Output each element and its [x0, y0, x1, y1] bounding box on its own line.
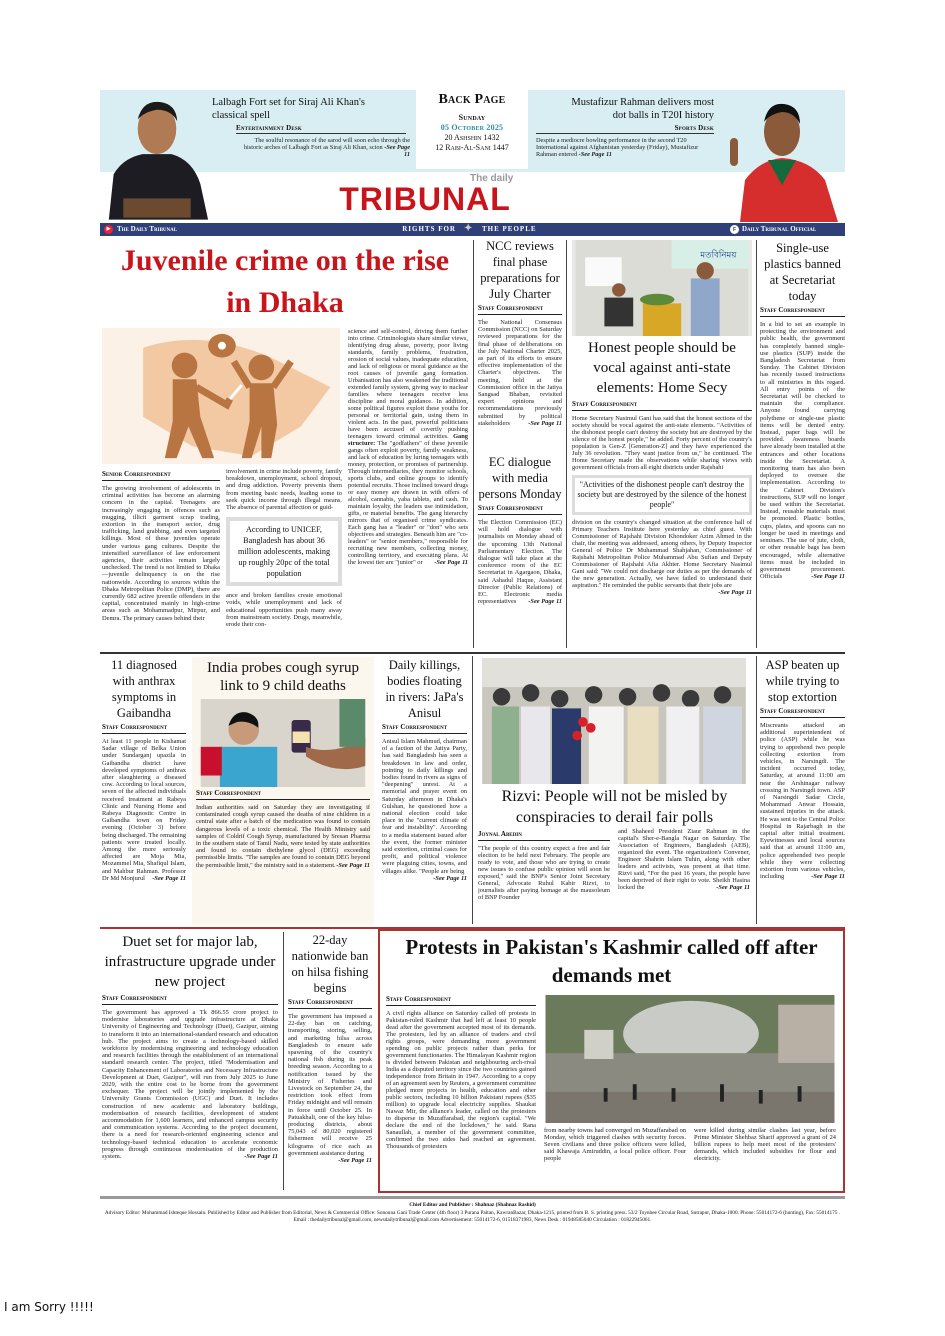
cough-syrup-body: Indian authorities said on Saturday they are investigating if contaminated cough syrup caused the deaths of nine children in a central state after a batch of the medication was found to contain dangerous levels of a toxic chemical. The Health Ministry said samples of Coldrif Cough Syrup, manufactured by Sresan Pharma in the southern state of Tamil Nadu, were tested by state authorities and found to contain diethylene glycol (DEG) exceeding permissible limits. "The samples are found to contain DEG beyond the permissible limit," the ministry said in a statement. — [196, 804, 370, 869]
rizvi-body2: and Shaheed President Ziaur Rahman in the capital's Sher-e-Bangla Nagar on Saturday. The Association of Engineers, Bangladesh (AEB), organized the event. The organization's Convener, Engineer Shahrin Islam Tuhin, along with other leaders and activists, was present at that time. Rizvi said, "For the past 16 years, the people have been deprived of their right to vote. Sheikh Hasina locked the — [618, 828, 750, 891]
rizvi-headline[interactable]: Rizvi: People will not be misled by conspiracies to derail fair polls — [501, 788, 728, 826]
mustafizur-photo — [720, 90, 842, 222]
asp-story — [760, 657, 845, 925]
facebook-icon[interactable]: f — [730, 225, 739, 234]
teaser-left[interactable] — [212, 96, 410, 170]
see-page-link[interactable]: -See Page 11 — [434, 559, 468, 566]
japa-story — [382, 657, 467, 925]
home-secy-photo — [572, 240, 752, 336]
teaser-left-desk: Entertainment Desk — [236, 124, 406, 134]
section-rule — [100, 652, 845, 654]
see-page-link[interactable]: -See Page 11 — [578, 151, 612, 158]
rizvi-col1 — [478, 828, 610, 925]
hilsa-story — [288, 932, 372, 1194]
pull-quote-text: "Activities of the dishonest people can't destroy the society but are destroyed by the silence of the honest people" — [577, 480, 747, 509]
lead-col2-cell — [226, 468, 342, 650]
ec-story — [478, 454, 562, 650]
home-secy-byline: Staff Correspondent — [572, 400, 752, 411]
see-page-link[interactable]: -See Page 11 — [244, 1153, 278, 1161]
rizvi-col2 — [618, 828, 750, 925]
divider — [283, 932, 284, 1190]
duet-story — [102, 932, 278, 1194]
japa-headline[interactable]: Daily killings, bodies floating in rivers: JaPa's Anisul — [385, 658, 464, 720]
ec-headline[interactable]: EC dialogue with media persons Monday — [478, 455, 562, 501]
kashmir-byline: Staff Correspondent — [386, 995, 536, 1006]
see-page-link[interactable]: -See Page 11 — [718, 589, 752, 596]
asp-headline[interactable]: ASP beaten up while trying to stop extortion — [765, 658, 840, 704]
see-page-link[interactable]: -See Page 11 — [811, 573, 845, 581]
pull-quote-text: According to UNICEF, Bangladesh has about 36 million adolescents, making up roughly 20pc of the total population — [237, 525, 331, 579]
duet-body: The government has approved a Tk 866.55 crore project to modernise laboratories and upgrade infrastructure at Dhaka University of Engineering and Technology (Duet), Gazipur, aiming to transform it into an international-standard research and education hub. The project aims to create a technology-based skilled workforce by modernising engineering and technology education and research facilities through the establishment of an international standard research center. The project, titled "Modernisation and Capacity Enhancement of Laboratories and Necessary Infrastructure Development at Duet, Gazipur", will run from July 2025 to June 2029, with the entire cost to be borne from the government exchequer. The project will be jointly implemented by the University Grants Commission (UGC) and Duet. It includes construction of new academic and laboratory buildings, modernisation of research facilities, development of student accommodation for 1,600 learners, and enhanced campus security and communication systems. According to the project document, there is a need for research-oriented engineering science and technology-based technical education to accelerate economic progress through continuous modernisation of the production system. — [102, 1009, 278, 1161]
ec-body: The Election Commission (EC) will hold dialogue with journalists on Monday ahead of the upcoming 13th National Parliamentary Election. The dialogue will take place at the conference room of the EC Secretariat in Agargaon, Dhaka, said Ashadul Haque, Assistant Director (Public Relations) of EC. Electronic media representatives — [478, 519, 562, 606]
kashmir-story — [378, 929, 845, 1193]
ncc-headline[interactable]: NCC reviews final phase preparations for July Charter — [480, 239, 560, 301]
divider — [756, 240, 757, 648]
see-page-link[interactable]: -See Page 11 — [433, 874, 467, 882]
home-secy-headline[interactable]: Honest people should be vocal against anti-state elements: Home Secy — [588, 340, 736, 396]
imprint — [100, 1202, 845, 1225]
japa-byline: Staff Correspondent — [382, 723, 467, 734]
rizvi-byline: Joynal Abedin — [478, 830, 610, 841]
logo-the-daily: The daily — [470, 173, 514, 184]
kashmir-body1: A civil rights alliance on Saturday called off protests in Pakistan-ruled Kashmir that had left at least 10 people dead after the government accepted most of its demands. The protesters, led by an alliance of traders and civil rights groups, were demanding more government spending on public projects rather than perks for government functionaries. The Himalayan Kashmir region is divided between Pakistan and neighbouring arch-rival India as a disputed territory since the two countries gained independence from Britain in 1947. According to a copy of an agreement seen by Reuters, a government committee pledged more projects in health, education and other public sectors, including 10 billion Pakistani rupees ($35 million) to upgrade local electricity supplies. Shaukat Nawaz Mir, the alliance's leader, called on the protesters to disperse in Muzaffarabad, the region's capital. "We declare the end of the lockdown," he said. Rana Sanaullah, a member of the government committee, confirmed the two sides had reached an agreement. Thousands of protesters — [386, 1010, 536, 1150]
home-secy-body2: division on the country's changed situation at the conference hall of Primary Teachers Institute here yesterday as chief guest. With Commissioner of Rajshahi Division Khondoker Azim Ahmed in the chair, the meeting was addressed, among others, by Deputy Inspector General of Police Dr Muhammad Shahjahan, Commissioner of Rajshahi Metropolitan Police Muhammad Abu Sufian and Deputy Commissioner of Rajshahi Afia Akhter. Home Secretary Nasimul Gani said: "We could not discharge our duties as per the demands of the new generation. Actually, we have failed to understand their aspiration." He reminded the public servants that their jobs are — [572, 519, 752, 589]
lead-col1: The growing involvement of adolescents in criminal activities has become an alarming concern in the capital. Teenagers are increasingly engaging in offences such as mugging, illicit garment scrap trading, extortion in the transport sector, drug trafficking, land grabbing, and even targeted killings. Most of these juveniles operate under various gang cultures. Despite the intensified surveillance of law enforcement agencies, their activities remain largely unchecked. The trend is not limited to Dhaka—juvenile delinquency is on the rise nationwide. According to sources within the Dhaka Metropolitan Police (DMP), there are currently 682 active juvenile offenders in the capital, concentrated mainly in high-crime areas such as Mohammadpur, Mirpur, and Demra. The primary causes behind their — [102, 485, 220, 622]
see-page-link[interactable]: -See Page 11 — [528, 419, 562, 427]
japa-body: Anisul Islam Mahmud, chairman of a faction of the Jatiya Party, has said Bangladesh has seen a breakdown in law and order, pointing to daily killings and bodies found in rivers as signs of "deepening" unrest. At a memorial and prayer event on Saturday afternoon in Dhaka's Gulshan, he questioned how a national election could take place in the "current climate of fear and instability". According to a media statement issued after the event, the former minister said extortion, criminal cases for profit, and political violence were plaguing cities, towns, and villages alike. "People are being — [382, 738, 467, 875]
date-box — [416, 87, 528, 169]
section-name: Back Page — [438, 92, 506, 107]
teaser-left-title[interactable]: Lalbagh Fort set for Siraj Ali Khan's classical spell — [212, 97, 365, 121]
siraj-ali-khan-photo — [104, 90, 210, 222]
anthrax-headline[interactable]: 11 diagnosed with anthrax symptoms in Gaibandha — [111, 658, 177, 720]
hilsa-byline: Staff Correspondent — [288, 998, 372, 1009]
cough-syrup-headline[interactable]: India probes cough syrup link to 9 child deaths — [206, 660, 360, 694]
home-secy-body1: Home Secretary Nasimul Gani has said that the honest sections of the society should be vocal against the anti-state elements. "Activities of the dishonest people can't destroy the society but are destroyed by the silence of the honest people," he added. Forty percent of the country's population is Gen-Z [Generation-Z] and they have experienced the July 36 revolution. "They want justice from us," he continued. The Home Secretary made the observations while sharing views with government officials from all eight districts under Rajshahi — [572, 415, 752, 471]
see-page-link[interactable]: -See Page 11 — [338, 1157, 372, 1165]
anthrax-body: At least 11 people in Kishamat Sadar village of Belka Union under Sundarganj upazila in Gaibandha district have developed symptoms of anthrax after slaughtering a diseased cow. According to local sources, seven of the affected individuals received treatment at Rabeya Clinic and Nursing Home and Rabeya Diagnostic Centre in Gaibandha town on Friday evening (October 3) before being discharged. The remaining patients were treated locally. Among the more seriously affected are Moja Mia, Mozammel Mia, Shafiqul Islam, and Mahbur Rahman. Professor Dr Md Monjurul — [102, 738, 186, 882]
home-secy-pull-quote — [572, 475, 752, 515]
hilsa-headline[interactable]: 22-day nationwide ban on hilsa fishing begins — [291, 933, 369, 995]
lead-col3 — [348, 328, 468, 650]
imprint-details: Advisory Editor: Mohammad Ishteque Hossain. Published by Editor and Publisher from Editorial, News & Commercial Office: Sonouna Gani Trade Center (4th floor) 3 Purana Paltan, KawranBazar, Dhaka-1215, printed from B. S. printing press. 53/2 Toynbee Circular Road, Sutrapur, Dhaka-1000. Phone: 55014172-6 (hunting), Fax: 55014175 . Email : thedailytribunal@gmail.com, newsdailytribunal@gmail.com Advertisement: 55014172-6, 01518371983, News Desk : 01948585040 Circulation : 01822945061. — [104, 1209, 841, 1223]
teaser-left-text: The soulful resonance of the sarod will soon echo through the historic arches of Lalbagh Fort as Siraj Ali Khan, scion — [243, 137, 410, 151]
lead-headline[interactable]: Juvenile crime on the rise in Dhaka — [120, 244, 450, 319]
caption-below: I am Sorry !!!!! — [4, 1300, 94, 1314]
cough-syrup-byline: Staff Correspondent — [196, 789, 370, 800]
newspaper-page — [100, 82, 845, 1252]
lead-col3-text: science and self-control, driving them further into crime. Criminologists share similar views, identifying drug abuse, poverty, poor living standards, family problems, frustration, erosion of social values, inadequate education, and lack of religious or moral guidance as the root causes of juvenile gang formation. Urbanisation has also weakened the traditional extended family system, giving way to nuclear families where teenagers receive less discipline and moral guidance. In addition, some political figures exploit these youths for personal or territorial gain, using them in violent acts. In the past, powerful politicians have been accused of covertly pushing teenagers toward criminal activities. — [348, 328, 468, 440]
lead-story — [100, 238, 470, 650]
divider — [472, 656, 473, 924]
lead-subhead: Gang structure: — [348, 433, 468, 447]
lead-byline: Senior Correspondent — [102, 470, 220, 481]
home-secy-story — [572, 240, 752, 650]
rizvi-body1: "The people of this country expect a free and fair election to be held next February. The people are ready to vote, and those who are trying to create new issues to confuse public opinion will soon be exposed," said the BNP's Senior Joint Secretary General, Advocate Ruhul Kabir Rizvi, to journalists after paying homage at the mausoleum of BNP Founder — [478, 845, 610, 901]
ec-byline: Staff Correspondent — [478, 504, 562, 515]
anthrax-byline: Staff Correspondent — [102, 723, 186, 734]
imprint-editor: Chief Editor and Publisher : Shahnaz (Shahnaz Rashid) — [409, 1202, 536, 1208]
lead-col1-cell — [102, 468, 220, 650]
asp-byline: Staff Correspondent — [760, 707, 845, 718]
teaser-right-text: Despite a mediocre bowling performance in the second T20 International against Afghanistan yesterday (Friday), Mustafizur Rahman entered — [536, 137, 699, 158]
ncc-body: The National Consensus Commission (NCC) on Saturday reviewed preparations for the final phase of deliberations on the July National Charter 2025, as part of its efforts to ensure effective implementation of the Charter's objectives. The meeting, held at the Commission office in the Jatiya Sangsad Bhaban, revisited expert opinions and recommendations previously submitted by political stakeholders — [478, 319, 562, 427]
masthead — [100, 82, 845, 236]
asp-body: Miscreants attacked an additional superintendent of police (ASP) while he was trying to apprehend two people collecting extortion from vehicles, in Narsingdi. The incident occurred today, Saturday, at around 11:00 am near the Arshinagar railway crossing in Narsingdi town. ASP of Narsingdi Sadar Circle, Mohammad Anwar Hossain, sustained injuries in the attack. He was sent to the Central Police Hospital in Rajarbagh in the capital after initial treatment. Eyewitnesses and local sources said that at around 11:00 am, police apprehended two people while they were collecting extortion from various vehicles, including — [760, 722, 845, 881]
teaser-right[interactable] — [536, 96, 714, 170]
date: 05 October 2025 — [440, 123, 504, 132]
duet-headline[interactable]: Duet set for major lab, infrastructure upgrade under new project — [104, 934, 276, 990]
kashmir-body2: from nearby towns had converged on Muzaffarabad on Monday, which triggered clashes with security forces. Seven civilians and three police officers were killed, said Khawaja Amiruddin, a local police officer. Four people — [544, 1127, 686, 1162]
see-page-link[interactable]: -See Page 11 — [811, 873, 845, 881]
ncc-story — [478, 238, 562, 450]
slogan-left: RIGHTS FOR — [402, 225, 456, 233]
plastic-byline: Staff Correspondent — [760, 306, 845, 317]
lead-col3b-text: The "godfathers" of these juvenile gangs often exploit poverty, family weakness, and lack of education by luring teenagers with money, protection, or promises of partnership. Through intermediaries, they monitor schools, sports clubs, and online groups to identify potential recruits. Those inclined toward drugs or easy money are drawn in with offers of alcohol, cannabis, yaba tablets, and cash. To maintain loyalty, the leaders use intimidation, gifts, or material benefits. The gang hierarchy mirrors that of organised crime syndicates. Each gang has a "leader" or "don" who sets objectives and strategies. Beneath him are "co-leaders" or "senior members," responsible for recruiting new members, collecting money, controlling territory, and executing plans. At the lowest tier are "junior" or — [348, 440, 468, 566]
rizvi-press-photo — [478, 658, 750, 784]
youtube-channel-link[interactable]: The Daily Tribunal — [117, 225, 178, 233]
anthrax-story — [102, 657, 186, 925]
facebook-page-link[interactable]: Daily Tribunal Official — [742, 225, 817, 233]
divider — [566, 240, 567, 648]
lead-col2a: involvement in crime include poverty, family breakdown, unemployment, school dropout, and drug addiction. Poverty prevents them from meeting basic needs, leading some to seek quick income through illegal means. The absence of parental affection or guid- — [226, 468, 342, 512]
duet-byline: Staff Correspondent — [102, 994, 278, 1005]
child-cough-syrup-photo — [196, 699, 370, 787]
bangla-date: 20 Ashshin 1432 — [444, 133, 500, 142]
youtube-icon[interactable]: ▶ — [104, 225, 113, 234]
see-page-link[interactable]: -See Page 11 — [716, 884, 750, 891]
teaser-right-title[interactable]: Mustafizur Rahman delivers most dot balls in T20I history — [571, 97, 714, 121]
kashmir-headline[interactable]: Protests in Pakistan's Kashmir called off after demands met — [405, 935, 818, 987]
kashmir-protest-photo — [542, 995, 838, 1123]
masthead-bar — [100, 223, 845, 236]
rizvi-columns — [478, 828, 751, 925]
eagle-emblem-icon: ✦ — [464, 223, 473, 234]
juvenile-crime-illustration — [102, 328, 340, 464]
unicef-pull-quote — [226, 517, 342, 586]
lead-col2b: ance and broken families create emotional voids, while unemployment and lack of educational opportunities push many away from mainstream society. Drugs, meanwhile, erode their con- — [226, 592, 342, 629]
weekday: Sunday — [458, 113, 486, 122]
hijri-date: 12 Rabi-Al-Sani 1447 — [435, 143, 509, 152]
teaser-right-desk: Sports Desk — [536, 124, 714, 134]
plastic-headline[interactable]: Single-use plastics banned at Secretariat today — [764, 241, 841, 303]
plastic-story — [760, 240, 845, 650]
footer-rule — [100, 1196, 845, 1199]
tribunal-logo[interactable]: TRIBUNAL — [339, 181, 511, 217]
plastic-body: In a bid to set an example in protecting the environment and public health, the government has completely banned single-use plastics (SUP) inside the Bangladesh Secretariat from Sunday. The Cabinet Division has recently issued instructions to all ministries in this regard. All entry points of the Secretariat will be checked to maintain the compliance. Anyone found carrying polythene or single-use plastic items will be denied entry. Instead, paper bags will be provided. Awareness boards have already been installed at the entrances and other locations inside the Secretariat. A monitoring team has also been deployed to oversee the implementation. According to the Cabinet Division's instructions, SUP will no longer be used within the Secretariat. Instead, reusable materials must be promoted. Plastic bottles, cups, plates, and spoons can no longer be used in meetings and seminars. The use of jute, cloth, or other reusable bags has been encouraged, while alternative items must be included in government procurement. Officials — [760, 321, 845, 581]
slogan-right: THE PEOPLE — [482, 225, 537, 233]
divider — [756, 656, 757, 924]
kashmir-col1 — [386, 993, 536, 1189]
kashmir-body3: were killed during similar clashes last year, before Prime Minister Shehbaz Sharif approved a grant of 24 billion rupees to help meet most of the protesters' demands, which included subsidies for flour and electricity. — [694, 1127, 836, 1162]
cough-syrup-story — [192, 657, 374, 925]
rizvi-story — [478, 658, 751, 925]
see-page-link[interactable]: -See Page 11 — [528, 598, 562, 606]
see-page-link[interactable]: -See Page 11 — [384, 144, 410, 158]
hilsa-body: The government has imposed a 22-day ban on catching, transporting, storing, selling, and marketing hilsa across Bangladesh to ensure safe spawning of the country's national fish during its peak breeding season. According to a notification issued by the Ministry of Fisheries and Livestock on September 24, the restriction took effect from Friday midnight and will remain in force until October 25. In Patuakhali, one of the key hilsa-producing districts, about 75,043 of 80,020 registered fishermen will receive 25 kilograms of rice each as government assistance during — [288, 1013, 372, 1157]
ncc-byline: Staff Correspondent — [478, 304, 562, 315]
photo-banner-text: মতবিনিময় — [700, 250, 737, 261]
see-page-link[interactable]: -See Page 11 — [336, 861, 370, 869]
divider — [473, 240, 474, 648]
see-page-link[interactable]: -See Page 11 — [152, 874, 186, 882]
